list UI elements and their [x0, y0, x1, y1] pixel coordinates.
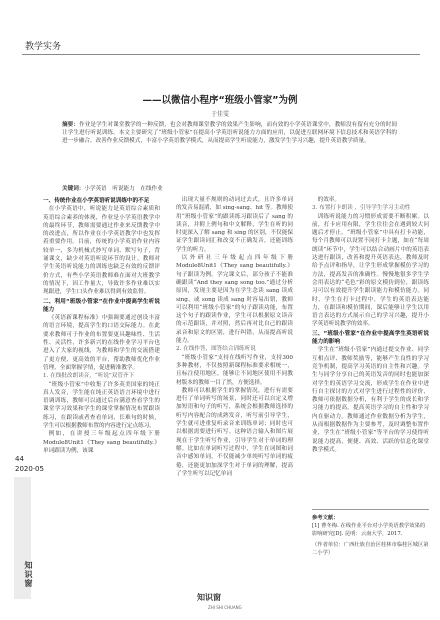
reference-item: [1] 曹冬梅. 在线作业平台对小学英语教学效果的影响研究[D]. 昆明：云南大学，2017.: [312, 523, 426, 537]
subsection-heading: 2. 在线作答，图答结合训练听说: [176, 346, 256, 353]
paragraph: 在小学英语中，听说能力是英语综合素质和英语综合素养的体现，作业是小学英语教学中的最终环节，教师需要通过作业来反馈教学中的改进点，所以作业在小学英语教学中也发挥着重要作用。目前，传统的小学英语作业内容较单一，多为机械式抄写单词、默写句子、背诵课文，缺少对英语听说环节的设计。教师对学生英语听说能力的训练也缺乏有效的反馈评价方式，有些小学英语教师难在面对大班教学的情况下，因工作量大，导致许多作业难以实现跟进，学生口头作业难以得到有效监督。: [43, 206, 160, 296]
article-title: ——以微信小程序“班级小管家”为例: [142, 95, 298, 106]
footer-logo: 知识窗: [197, 592, 221, 602]
text-column-2: [176, 196, 293, 478]
section-heading: 二、利用“班级小管家”在作业中提高学生听说能力: [43, 298, 160, 313]
references-label: 参考文献：: [312, 515, 339, 521]
text-column-3: [312, 196, 429, 454]
keywords-label: 关键词：: [62, 186, 85, 192]
references-divider: [312, 509, 429, 510]
keywords: [62, 184, 397, 192]
page-number: 44: [15, 455, 24, 463]
text-column-1: [43, 196, 160, 455]
paragraph: 训练听说能力的习惯形成需要不断积累。以前，打卡应用有限，学生往往会在遇到较大问题后才停止。“班级小管家”中具有打卡功能，每个月教师可以设置不同打卡主题，如在“每周朗读”环节中，学生可以结合动画片中的英语表达进行跟读，改善和提升英语表达，教师及时给予点评和指导，让学生形成掌握模仿学习的方法，提高发音的准确性。慢慢地很多学生学会用表达的“毛色”彩的原文模仿到位，跟读练习可以有效提升学生跟读能力和模仿能力。同时，学生在打卡过程中，学生的英语表达能力，在跟读和模仿期间，课后能够让学生以用语言表达的方式展示自己的学习兴趣，提升小学英语听说教学的效率。: [312, 213, 429, 328]
paragraph: 学生在“班级小管家”内通过提交作业、同学互相点评、教师奖励等，能够产生良性的学习竞争机制，提高学习英语的自主性和兴趣。学生与同学分享自己的英语发音的同时也能加深对学生的英语学习交流，形成学生在作业中进行自主探讨的方式对学生进行过程性的评价，教师可依据数据分析，有利于学生的成长和学习能力的提高，提高英语学习的自主性和学习内在驱动力。教师通过作业数据分析为学生，从而根据数据作为主要参考，及时调整布置作业，学生在“班级小管家”等平台的学习使得听说能力提高，便捷、高效、活跃的信息化课堂教学模式。: [312, 347, 429, 453]
paragraph: 《英语新课程标准》中强调要通过创设丰富的语言环境，提高学生的口语交际能力。在此要求教师可于作业的布置要更具趣味性、生活性、灵活性，许多新兴的在线作业学习平台也进入了大家的视线，为教师和学生的交流搭建了更方便、更高效的平台，帮助教师优化作业管理，全面掌握学情，促进精准教学。: [43, 315, 160, 371]
article-author: 于佳雯: [210, 111, 229, 118]
paragraph: 教师可以根据学生的掌握情况，进行有需要进行了单词听写的场景，同时还可以自定义增加短语和句子的听写，系统会根据教师选择的听写内容配合的成熟发音，听写前引导学生，学生就可进重复听录音来训练单词；同时也可以根据需要进行听写。这种语言输入和图片展现在于学生听写作业，引导学生对于单词的理解。比如在单词听写过程中，学生在词图和词音中感知单词，不仅能减少单纯听写单词的疲倦，还能更加加深学生对于单词的理解，提高了学生听写以记忆单词: [176, 387, 293, 477]
section-heading: 一、传统作业在小学英语听说训练中的不足: [43, 198, 150, 204]
header-divider: [22, 54, 420, 55]
paragraph: 例如，在讲授三年级起点四年级下册 Module8Unit1《They sang beautifully.》单词跟读为例，该课: [43, 431, 160, 454]
subsection-heading: 3. 布置打卡朗读 ，引导学生学习主动性: [312, 205, 411, 212]
section-heading: 三、“班级小管家”在作业中提高学生英语听说能力的影响: [312, 330, 429, 346]
paragraph: 出现大量不规则的动词过去式，且许多单词的发音易混淆，如 sing-sang、hit 等。教师使用“班级小管家”的跟读练习跟读后了 sang 的读音，并附上例句和中文解释，学生在听的同时更深入了解 sang 和 sing 的区别，不仅能保证学生跟读词汇和改变不正确发音，还能训练学生的听力。: [176, 197, 293, 253]
references: [312, 514, 429, 557]
author-affiliation: （作者单位：广西壮族自治区桂林市临桂区城区第二小学）: [312, 542, 429, 556]
paragraph: 的效率。: [317, 197, 340, 203]
footer-logo-subtitle: ZHI SHI CHUANG: [208, 605, 242, 610]
abstract: [62, 121, 397, 145]
section-header: 教学实务: [25, 42, 62, 52]
abstract-text: 作业是学生对课堂教学的一种反馈，也会对教师课堂教学的效果产生影响，而有效的小学英语课堂中，教师没有留有充分的时间让学生进行听说训练。本文主要研究了“班级小管家”在提高小学英语听说能力方面的应用，以促进互联网环境下信息技术和英语学科的进一步融合，改善作业反馈模式，丰富小学英语教学模式，从而提高学生听说能力，激发学生学习兴趣，提升英语教学质量。: [62, 122, 397, 144]
paragraph: 以外研社三年级起点四年级下册 Module8Unit1《They sang beautifully.》句子跟读为例，学完课文后，部分孩子不能准确跟读“And they sang song too.”通过分析原因，发现主要是因为在学生念读 sang 读成 sing，或 song 读成 sang 时容易出错，教师可以利用“班级小管家”的句子跟读功能，布置这个句子的跟读作业，学生可以根据原文读音的示范跟读，并对照，然后再对比自己的跟读录音和原文的区别，进行纠错，从而提高听说能力。: [176, 255, 293, 345]
side-logo: 知识窗: [24, 561, 34, 588]
issue-date: 2020·05: [15, 465, 44, 473]
paragraph: “班级小管家”中收集了许多英美国家的纯正真人发音，学生能在纯正英语语言环境中进行语调训练，教师可以通过后台满意查看学生的课堂学习效果和学生的课堂掌握情况布置跟读练习，在跟读或者查看单词、长难句的时候，学生可以根据教师布置的内容进行定点练习。: [43, 381, 160, 430]
subsection-heading: 1. 在线批改朗读音，“听说”双管齐下: [43, 373, 135, 380]
paragraph: “班级小管家”支持在线听写作业，支持300多种教材，不仅按照新课程标准要求相统一，且标注使用地区，能够让不同地区使用不同教材版本的教师一目了然，方便选择。: [176, 354, 293, 386]
abstract-label: 摘要：: [62, 122, 80, 128]
keywords-text: 小学英语 听说能力 在线作业: [84, 186, 163, 192]
